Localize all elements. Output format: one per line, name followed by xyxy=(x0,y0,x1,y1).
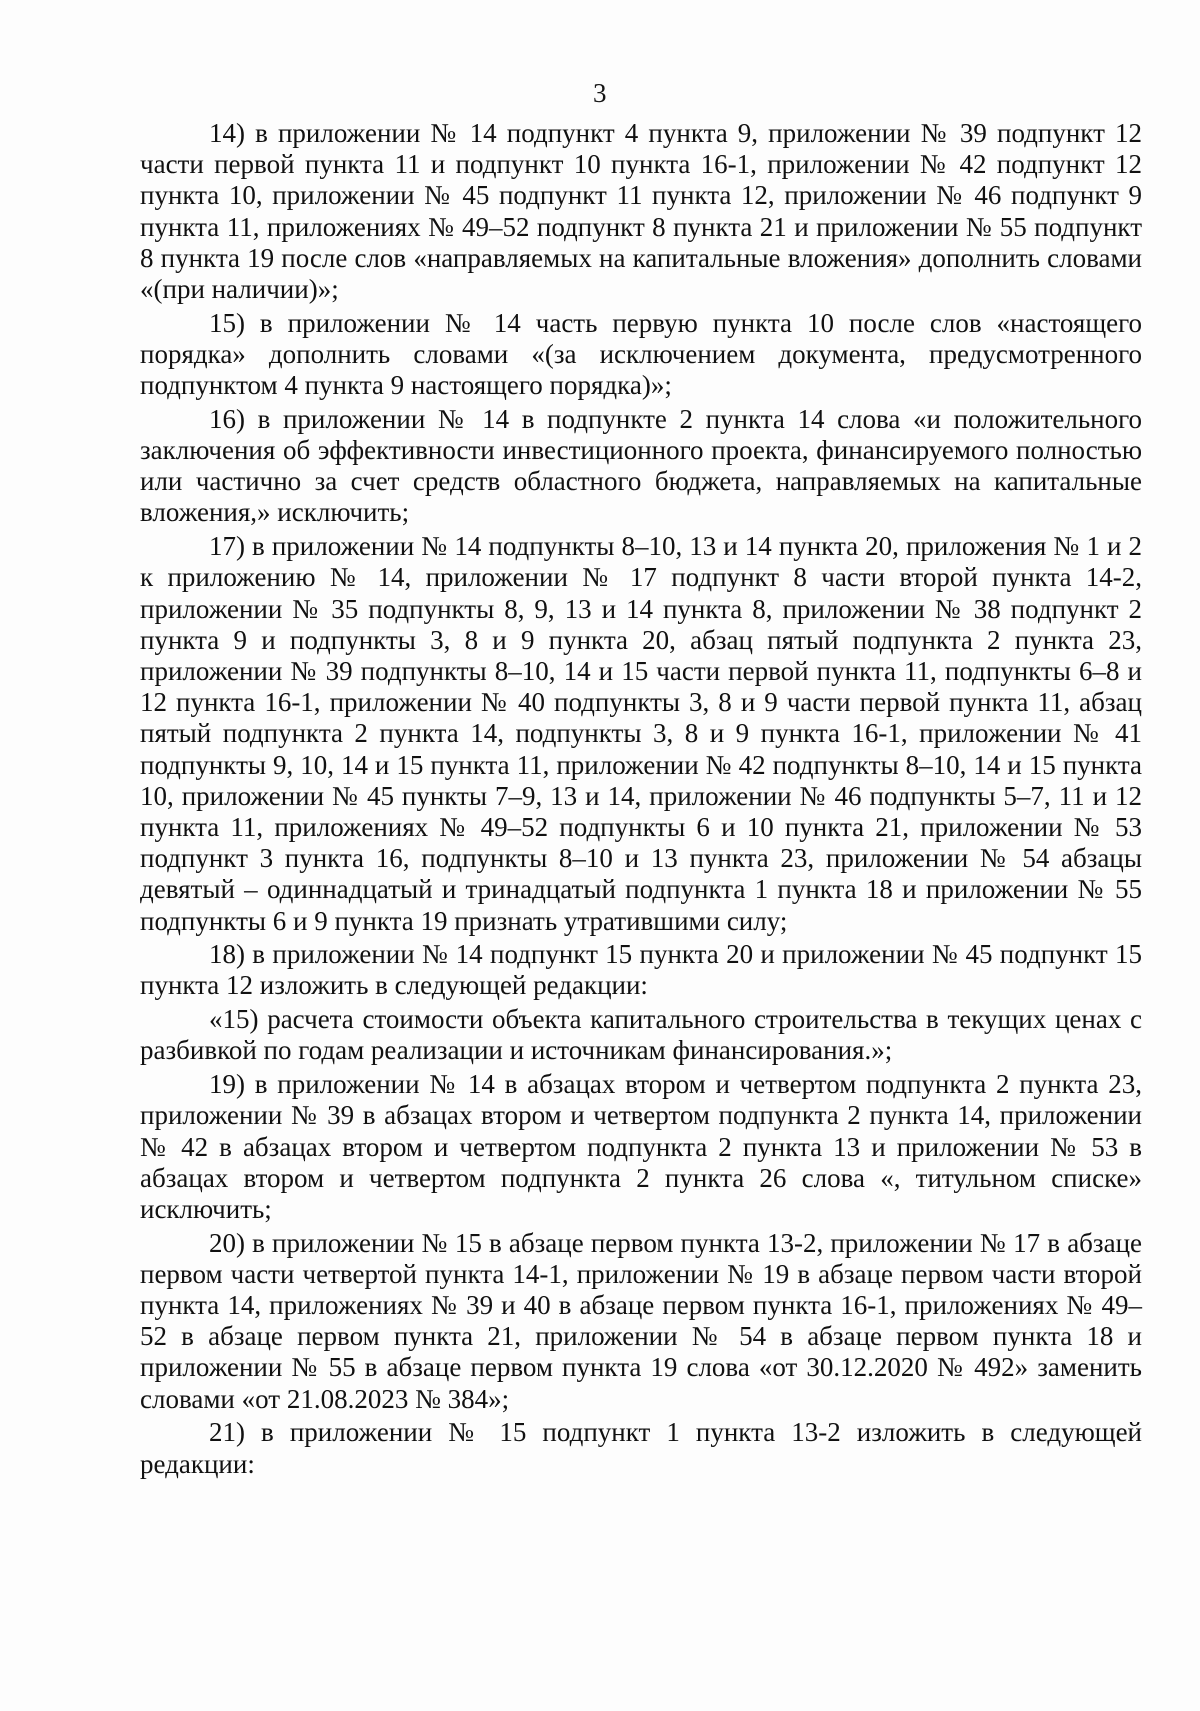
page-number: 3 xyxy=(593,78,607,108)
paragraph-item-16: 16) в приложении № 14 в подпункте 2 пункта 14 слова «и положительного заключения об эффективности инвестиционного проекта, финансируемого полностью или частично за счет средств областного бюджета, направляемых на капитальные вложения,» исключить; xyxy=(140,403,1142,528)
paragraph-item-17: 17) в приложении № 14 подпункты 8–10, 13 и 14 пункта 20, приложения № 1 и 2 к приложению № 14, приложении № 17 подпункт 8 части второй пункта 14-2, приложении № 35 подпункты 8, 9, 13 и 14 пункта 8, приложении № 38 подпункт 2 пункта 9 и подпункты 3, 8 и 9 пункта 20, абзац пятый подпункта 2 пункта 23, приложении № 39 подпункты 8–10, 14 и 15 части первой пункта 11, подпункты 6–8 и 12 пункта 16-1, приложении № 40 подпункты 3, 8 и 9 части первой пункта 11, абзац пятый подпункта 2 пункта 14, подпункты 3, 8 и 9 пункта 16-1, приложении № 41 подпункты 9, 10, 14 и 15 пункта 11, приложении № 42 подпункты 8–10, 14 и 15 пункта 10, приложении № 45 пункты 7–9, 13 и 14, приложении № 46 подпункты 5–7, 11 и 12 пункта 11, приложениях № 49–52 подпункты 6 и 10 пункта 21, приложении № 53 подпункт 3 пункта 16, подпункты 8–10 и 13 пункта 23, приложении № 54 абзацы девятый – одиннадцатый и тринадцатый подпункта 1 пункта 18 и приложении № 55 подпункты 6 и 9 пункта 19 признать утратившими силу; xyxy=(140,531,1142,936)
paragraph-item-21: 21) в приложении № 15 подпункт 1 пункта 13-2 изложить в следующей редакции: xyxy=(140,1417,1142,1479)
paragraph-item-19: 19) в приложении № 14 в абзацах втором и четвертом подпункта 2 пункта 23, приложении № 39 в абзацах втором и четвертом подпункта 2 пункта 14, приложении № 42 в абзацах втором и четвертом подпункта 2 пункта 13 и приложении № 53 в абзацах втором и четвертом подпункта 2 пункта 26 слова «, титульном списке» исключить; xyxy=(140,1069,1142,1224)
document-body xyxy=(140,118,1142,1480)
paragraph-item-15: 15) в приложении № 14 часть первую пункта 10 после слов «настоящего порядка» дополнить словами «(за исключением документа, предусмотренного подпунктом 4 пункта 9 настоящего порядка)»; xyxy=(140,307,1142,401)
paragraph-item-18: 18) в приложении № 14 подпункт 15 пункта 20 и приложении № 45 подпункт 15 пункта 12 изложить в следующей редакции: xyxy=(140,939,1142,1001)
paragraph-item-18-quoted-text: «15) расчета стоимости объекта капитального строительства в текущих ценах с разбивкой по годам реализации и источникам финансирования.»; xyxy=(140,1004,1142,1066)
paragraph-item-20: 20) в приложении № 15 в абзаце первом пункта 13-2, приложении № 17 в абзаце первом части четвертой пункта 14-1, приложении № 19 в абзаце первом части второй пункта 14, приложениях № 39 и 40 в абзаце первом пункта 16-1, приложениях № 49–52 в абзаце первом пункта 21, приложении № 54 в абзаце первом пункта 18 и приложении № 55 в абзаце первом пункта 19 слова «от 30.12.2020 № 492» заменить словами «от 21.08.2023 № 384»; xyxy=(140,1227,1142,1414)
paragraph-item-14: 14) в приложении № 14 подпункт 4 пункта 9, приложении № 39 подпункт 12 части первой пункта 11 и подпункт 10 пункта 16-1, приложении № 42 подпункт 12 пункта 10, приложении № 45 подпункт 11 пункта 12, приложении № 46 подпункт 9 пункта 11, приложениях № 49–52 подпункт 8 пункта 21 и приложении № 55 подпункт 8 пункта 19 после слов «направляемых на капитальные вложения» дополнить словами «(при наличии)»; xyxy=(140,118,1142,305)
